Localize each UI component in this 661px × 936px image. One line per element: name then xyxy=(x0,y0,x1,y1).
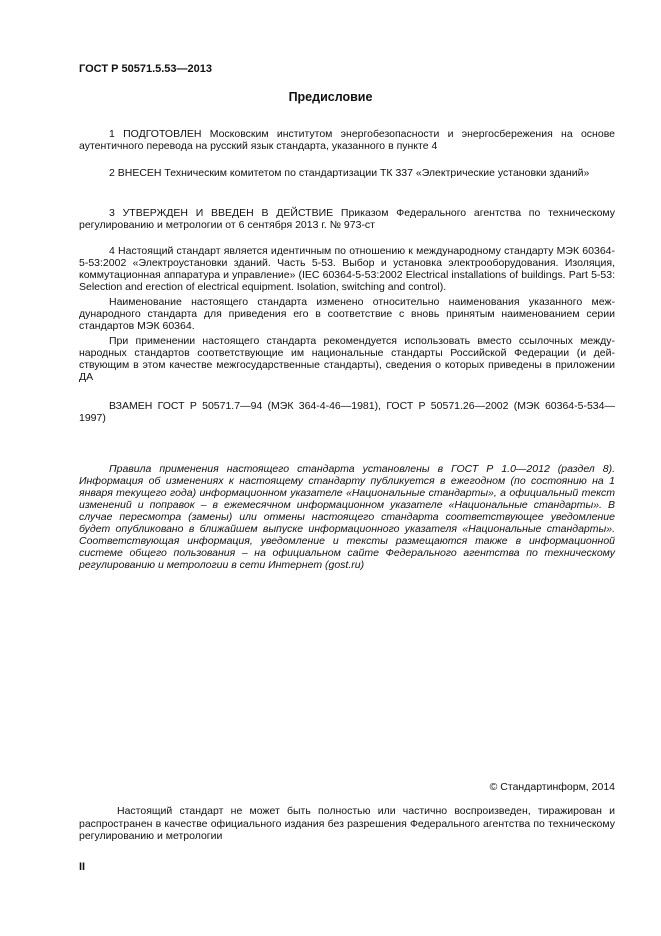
paragraph-replaces: ВЗАМЕН ГОСТ Р 50571.7—94 (МЭК 364-4-46—1981), ГОСТ Р 50571.26—2002 (МЭК 60364-5-534—1997) xyxy=(79,400,615,424)
paragraph-title-change: Наименование настоящего стандарта изменено относительно наименования указанного международного стандарта для приведения его в соответствие с вновь принятым наименованием серии стандартов МЭК 60364. xyxy=(79,296,615,332)
paragraph-approved: 3 УТВЕРЖДЕН И ВВЕДЕН В ДЕЙСТВИЕ Приказом Федерального агентства по техническому регулированию и метрологии от 6 сентября 2013 г. № 973-ст xyxy=(79,207,615,231)
copyright: © Стандартинформ, 2014 xyxy=(489,781,615,793)
footer-note: Настоящий стандарт не может быть полностью или частично воспроизведен, тиражирован и распространен в качестве официального издания без разрешения Федерального агентства по техническому регулированию и метрологии xyxy=(79,805,615,842)
document-code: ГОСТ Р 50571.5.53—2013 xyxy=(79,63,213,75)
page-title: Предисловие xyxy=(288,90,373,104)
paragraph-references: При применении настоящего стандарта рекомендуется использовать вместо ссылочных международных стандартов соответствующие им национальные стандарты Российской Федерации (и действующим в этом качестве межгосударственные стандарты), сведения о которых приведены в приложении ДА xyxy=(79,335,615,383)
paragraph-prepared: 1 ПОДГОТОВЛЕН Московским институтом энергобезопасности и энергосбережения на основе аутентичного перевода на русский язык стандарта, указанного в пункте 4 xyxy=(79,128,615,152)
notice-paragraph: Правила применения настоящего стандарта установлены в ГОСТ Р 1.0—2012 (раздел 8). Информация об изменениях к настоящему стандарту публикуется в ежегодном (по состоянию на 1 января текущего года) информационном указателе «Национальные стандарты», а официальный текст изменений и поправок – в ежемесячном информационном указателе «Национальные стандарты». В случае пересмотра (замены) или отмены настоящего стандарта соответствующее уведомление будет опубликовано в ближайшем выпуске информационного указателя «Национальные стандарты». Соответствующая информация, уведомление и тексты размещаются также в информационной системе общего пользования – на официальном сайте Федерального агентства по техническому регулированию и метрологии в сети Интернет (gost.ru) xyxy=(79,463,615,571)
paragraph-submitted: 2 ВНЕСЕН Техническим комитетом по стандартизации ТК 337 «Электрические установки зданий» xyxy=(109,167,590,179)
page-number: II xyxy=(79,861,86,873)
paragraph-identical: 4 Настоящий стандарт является идентичным по отношению к международному стандарту МЭК 60364-5-53:2002 «Электроустановки зданий. Часть 5-53. Выбор и установка электрооборудования. Изоляция, коммутационная аппаратура и управление» (IEC 60364-5-53:2002 Electrical installations of buildings. Part 5-53: Selection and erection of electrical equipment. Isolation, switching and control). xyxy=(79,245,615,293)
